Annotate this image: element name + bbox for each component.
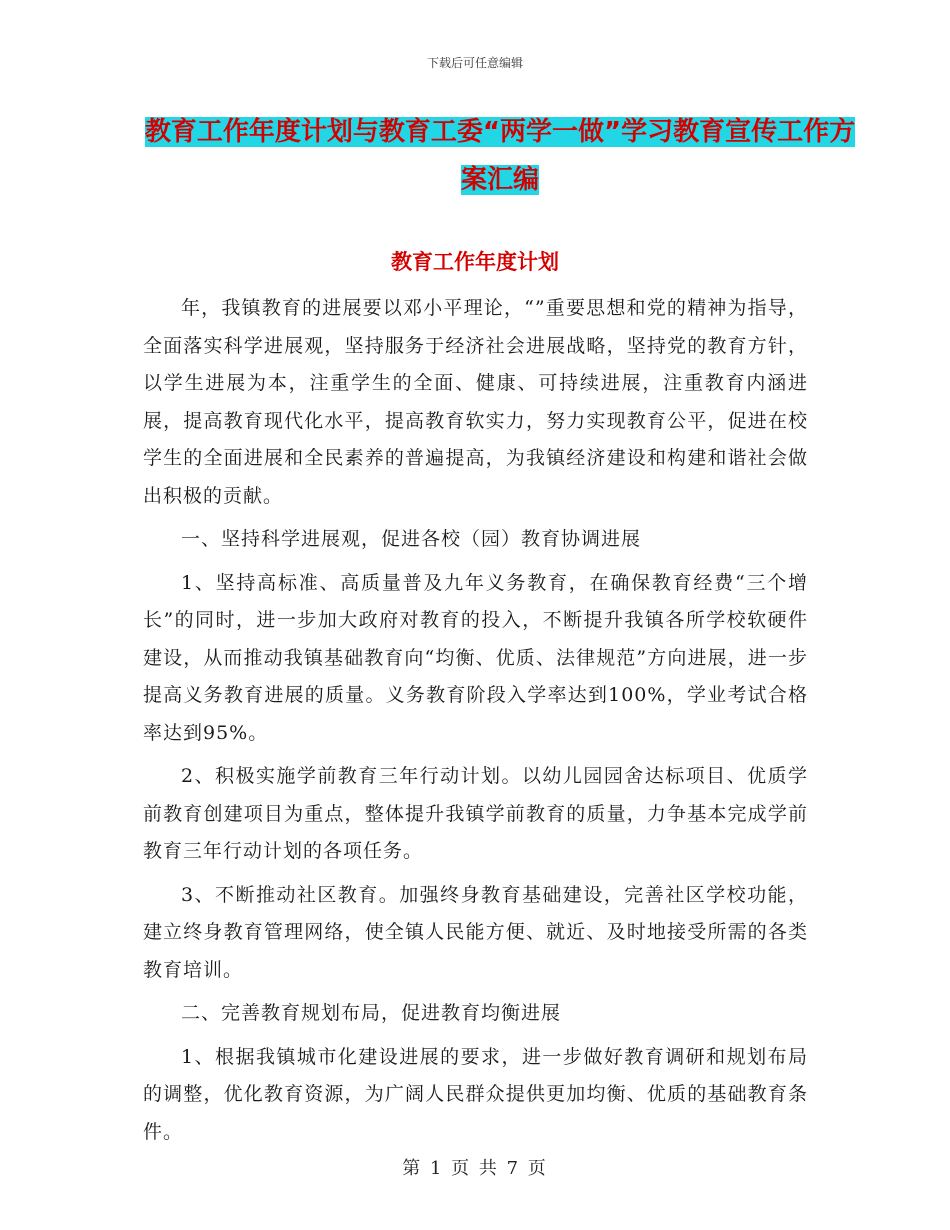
document-body	[143, 290, 808, 1151]
paragraph-heading: 一、坚持科学进展观，促进各校（园）教育协调进展	[181, 528, 642, 550]
document-title-text: 教育工作年度计划与教育工委“两学一做”学习教育宣传工作方案汇编	[144, 117, 856, 195]
page-number: 第 1 页 共 7 页	[402, 1158, 548, 1179]
paragraph: 2、积极实施学前教育三年行动计划。以幼儿园园舍达标项目、优质学前教育创建项目为重点，整体提升我镇学前教育的质量，力争基本完成学前教育三年行动计划的各项任务。	[143, 765, 808, 862]
paragraph: 年，我镇教育的进展要以邓小平理论，“”重要思想和党的精神为指导，全面落实科学进展观，坚持服务于经济社会进展战略，坚持党的教育方针，以学生进展为本，注重学生的全面、健康、可持续进展，注重教育内涵进展，提高教育现代化水平，提高教育软实力，努力实现教育公平，促进在校学生的全面进展和全民素养的普遍提高，为我镇经济建设和构建和谐社会做出积极的贡献。	[143, 297, 808, 507]
section-title: 教育工作年度计划	[391, 250, 559, 274]
paragraph: 1、坚持高标准、高质量普及九年义务教育，在确保教育经费“三个增长”的同时，进一步加大政府对教育的投入，不断提升我镇各所学校软硬件建设，从而推动我镇基础教育向“均衡、优质、法律规范”方向进展，进一步提高义务教育进展的质量。义务教育阶段入学率达到100%，学业考试合格率达到95%。	[143, 571, 808, 744]
paragraph: 3、不断推动社区教育。加强终身教育基础建设，完善社区学校功能，建立终身教育管理网络，使全镇人民能方便、就近、及时地接受所需的各类教育培训。	[143, 883, 808, 981]
paragraph: 1、根据我镇城市化建设进展的要求，进一步做好教育调研和规划布局的调整，优化教育资源，为广阔人民群众提供更加均衡、优质的基础教育条件。	[143, 1045, 808, 1143]
header-note: 下载后可任意编辑	[426, 56, 523, 70]
document-title	[140, 108, 860, 204]
paragraph-heading: 二、完善教育规划布局，促进教育均衡进展	[181, 1002, 562, 1024]
